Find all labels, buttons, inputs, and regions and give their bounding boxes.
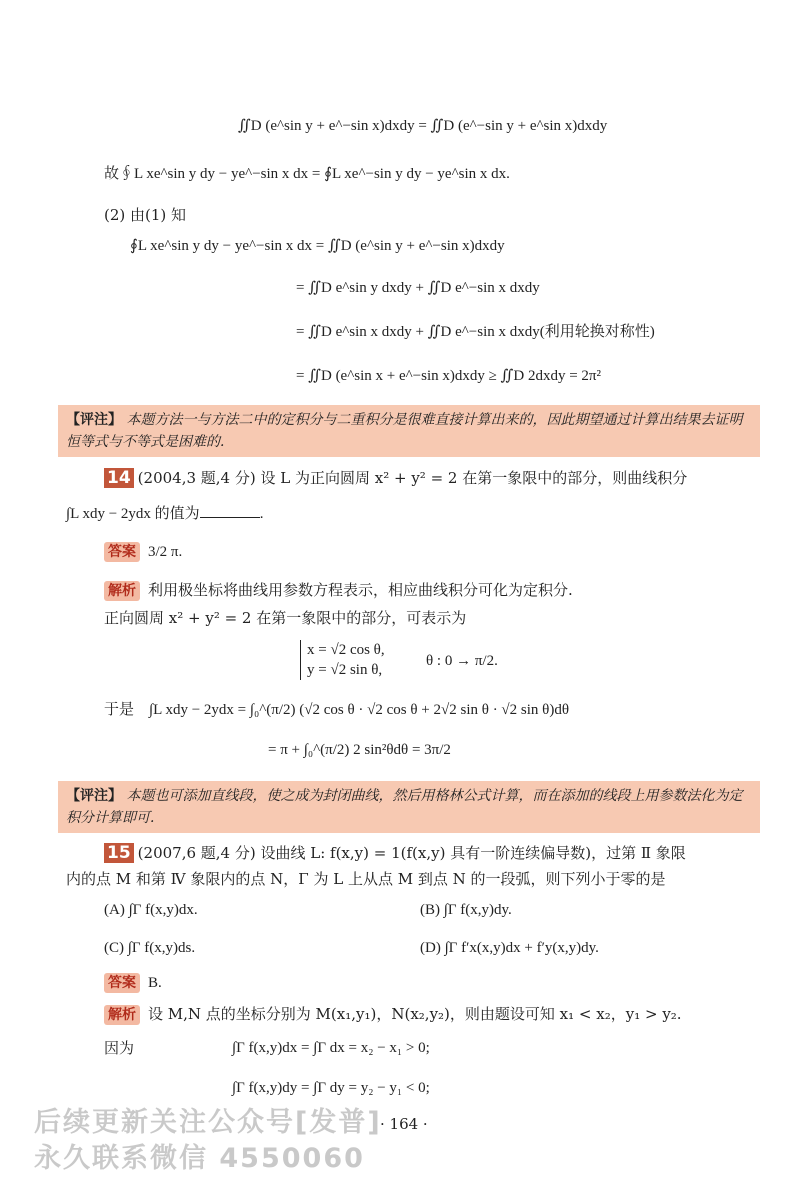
equation-line: ∫Γ f(x,y)dy = ∫Γ dy = y₂ − y₁ < 0; <box>232 1080 430 1096</box>
solution-text: 利用极坐标将曲线用参数方程表示，相应曲线积分可化为定积分. <box>148 581 573 599</box>
option-b: (B) ∫Γ f(x,y)dy. <box>420 902 512 918</box>
option-d: (D) ∫Γ f′x(x,y)dx + f′y(x,y)dy. <box>420 940 599 956</box>
equation-line: = ∬D e^sin x dxdy + ∬D e^−sin x dxdy(利用轮换对称性) <box>296 324 655 340</box>
equation-line: ∮L xe^sin y dy − ye^−sin x dx = ∬D (e^sin y + e^−sin x)dxdy <box>130 238 505 254</box>
section-label: (2) 由(1) 知 <box>104 206 187 224</box>
question-text: (2004,3 题,4 分) 设 L 为正向圆周 x² + y² = 2 在第一象限中的部分，则曲线积分 <box>137 469 688 487</box>
answer-tag: 答案 <box>104 973 140 993</box>
answer-row <box>104 541 182 562</box>
because-label: 因为 <box>104 1039 135 1057</box>
param-x: x = √2 cos θ, <box>307 642 385 658</box>
comment-box <box>58 781 760 833</box>
watermark-line-1: 后续更新关注公众号[发普] <box>34 1107 382 1138</box>
option-a: (A) ∫Γ f(x,y)dx. <box>104 902 198 918</box>
question-text: 内的点 M 和第 Ⅳ 象限内的点 N，Γ 为 L 上从点 M 到点 N 的一段弧，则下列小于零的是 <box>66 870 666 888</box>
answer-row <box>104 972 162 993</box>
solution-text: 正向圆周 x² + y² = 2 在第一象限中的部分，可表示为 <box>104 609 467 627</box>
equation-line: = ∬D (e^sin x + e^−sin x)dxdy ≥ ∬D 2dxdy = 2π² <box>296 368 601 384</box>
equation-line: = π + ∫₀^(π/2) 2 sin²θdθ = 3π/2 <box>268 742 451 758</box>
solution-row <box>104 580 573 601</box>
answer-value: 3/2 π. <box>148 544 183 560</box>
equation-line: ∬D (e^sin y + e^−sin x)dxdy = ∬D (e^−sin y + e^sin x)dxdy <box>238 118 608 134</box>
solution-text: 设 M,N 点的坐标分别为 M(x₁,y₁)，N(x₂,y₂)，则由题设可知 x₁ < x₂，y₁ > y₂. <box>148 1005 682 1023</box>
question-14-integral <box>66 503 263 524</box>
question-text: ∫L xdy − 2ydx 的值为 <box>66 506 200 522</box>
equation-line: = ∬D e^sin y dxdy + ∬D e^−sin x dxdy <box>296 280 540 296</box>
solution-row <box>104 1004 682 1025</box>
page-number: · 164 · <box>380 1115 428 1133</box>
answer-tag: 答案 <box>104 542 140 562</box>
question-number: 15 <box>104 843 134 863</box>
answer-value: B. <box>148 975 162 991</box>
solution-tag: 解析 <box>104 581 140 601</box>
param-brace <box>300 640 385 680</box>
question-15-head <box>104 843 686 863</box>
equation-line: ∫Γ f(x,y)dx = ∫Γ dx = x₂ − x₁ > 0; <box>232 1040 430 1056</box>
solution-tag: 解析 <box>104 1005 140 1025</box>
comment-label: 【评注】 <box>66 788 122 804</box>
question-number: 14 <box>104 468 134 488</box>
comment-label: 【评注】 <box>66 412 122 428</box>
option-c: (C) ∫Γ f(x,y)ds. <box>104 940 196 956</box>
equation-line: 故∮L xe^sin y dy − ye^−sin x dx = ∮L xe^−sin y dy − ye^sin x dx. <box>104 166 510 182</box>
question-14-head <box>104 468 687 488</box>
comment-text: 本题也可添加直线段，使之成为封闭曲线，然后用格林公式计算，而在添加的线段上用参数法化为定积分计算即可. <box>66 788 743 826</box>
question-tail: . <box>259 506 264 522</box>
comment-text: 本题方法一与方法二中的定积分与二重积分是很难直接计算出来的，因此期望通过计算出结果去证明恒等式与不等式是困难的. <box>66 412 743 450</box>
param-y: y = √2 sin θ, <box>307 662 383 678</box>
comment-box <box>58 405 760 457</box>
equation-line: 于是 ∫L xdy − 2ydx = ∫₀^(π/2) (√2 cos θ · √2 cos θ + 2√2 sin θ · √2 sin θ)dθ <box>104 702 570 718</box>
param-range: θ : 0 → π/2. <box>426 653 498 669</box>
answer-blank <box>200 503 260 518</box>
question-text: (2007,6 题,4 分) 设曲线 L: f(x,y) = 1(f(x,y) 具有一阶连续偏导数)，过第 Ⅱ 象限 <box>137 844 686 862</box>
watermark-line-2: 永久联系微信 4550060 <box>34 1143 365 1174</box>
